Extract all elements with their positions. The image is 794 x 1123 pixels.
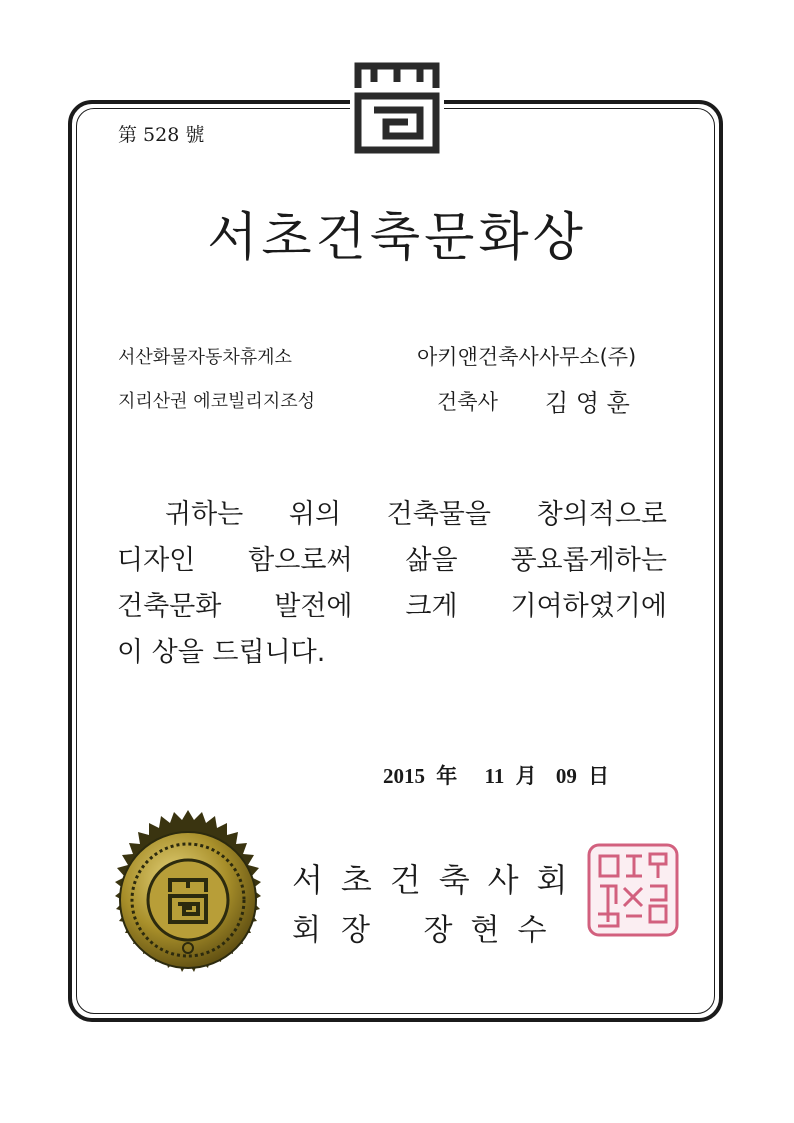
citation-word: 건축물을 — [386, 499, 491, 530]
architect-name: 김 영 훈 — [545, 389, 630, 417]
citation-word: 삶을 — [405, 545, 458, 576]
gold-foil-seal-icon — [96, 808, 280, 992]
citation-line-3 — [117, 584, 667, 630]
date-day-char: 日 — [588, 764, 610, 788]
architect-role: 건축사 — [437, 390, 498, 414]
citation-word: 건축문화 — [117, 591, 222, 622]
firm-name: 아키앤건축사사무소(주) — [417, 345, 637, 369]
issue-date — [383, 760, 615, 790]
citation-word: 귀하는 — [165, 499, 244, 530]
citation-word: 위의 — [288, 499, 342, 530]
citation-word: 디자인 — [117, 545, 196, 576]
citation-line-4 — [117, 630, 667, 676]
citation-word: 크게 — [405, 591, 458, 622]
president-name: 장현수 — [423, 913, 565, 948]
president-role: 회장 — [292, 913, 390, 948]
citation-word: 발전에 — [274, 591, 353, 622]
issuing-organization: 서초건축사회 — [292, 861, 586, 899]
citation-word: 이 상을 드립니다. — [117, 637, 326, 668]
citation-word: 기여하였기에 — [510, 591, 667, 622]
date-month: 11 — [484, 764, 505, 788]
project-name-line1: 서산화물자동차휴게소 — [118, 347, 292, 368]
project-name-line2: 지리산권 에코빌리지조성 — [118, 391, 315, 412]
president-signature-line — [292, 905, 564, 949]
date-year: 2015 — [383, 764, 425, 788]
certificate-number: 第 528 號 — [118, 124, 205, 146]
citation-word: 창의적으로 — [536, 499, 667, 530]
date-year-char: 年 — [436, 764, 458, 788]
citation-word: 풍요롭게하는 — [510, 545, 667, 576]
date-month-char: 月 — [515, 764, 537, 788]
award-citation — [117, 492, 667, 676]
citation-line-1 — [117, 492, 667, 538]
citation-line-2 — [117, 538, 667, 584]
date-day: 09 — [555, 764, 577, 788]
red-official-stamp-icon — [586, 842, 680, 938]
seocho-architects-emblem-icon — [350, 58, 444, 156]
citation-word: 함으로써 — [248, 545, 353, 576]
award-title: 서초건축문화상 — [207, 208, 587, 268]
